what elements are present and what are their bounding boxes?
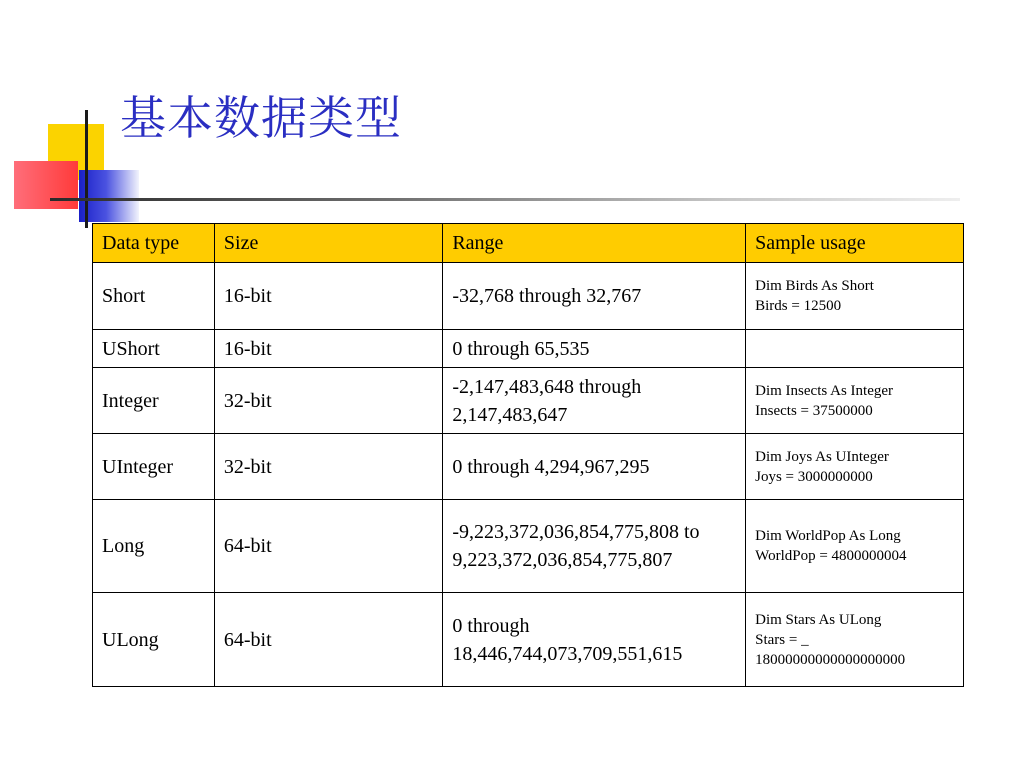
cell-size: 32-bit [214, 434, 442, 500]
cell-sample-usage [746, 263, 964, 330]
cell-range: 0 through 4,294,967,295 [443, 434, 746, 500]
cell-size: 16-bit [214, 263, 442, 330]
sample-code-line: Birds = 12500 [755, 298, 842, 314]
cell-range: 0 through 65,535 [443, 330, 746, 368]
cell-data-type: Integer [93, 368, 215, 434]
sample-code-line: 18000000000000000000 [755, 651, 906, 668]
sample-code-line: Dim Joys As UInteger [755, 448, 889, 465]
sample-code-line: Joys = 3000000000 [755, 468, 873, 485]
cell-size: 64-bit [214, 500, 442, 593]
cell-sample-usage [746, 368, 964, 434]
sample-code-line: Dim WorldPop As Long [755, 528, 901, 544]
sample-code-line: WorldPop = 4800000004 [755, 548, 907, 564]
header-size: Size [214, 224, 442, 263]
cell-data-type: UInteger [93, 434, 215, 500]
decorative-red-square [14, 161, 78, 209]
header-range: Range [443, 224, 746, 263]
cell-data-type: Short [93, 263, 215, 330]
table-row [93, 330, 964, 368]
table-row [93, 263, 964, 330]
data-types-table [92, 223, 964, 687]
cell-data-type: Long [93, 500, 215, 593]
table-row [93, 368, 964, 434]
decorative-horizontal-rule [50, 198, 960, 201]
cell-data-type: UShort [93, 330, 215, 368]
slide-title: 基本数据类型 [120, 91, 402, 145]
header-sample-usage: Sample usage [746, 224, 964, 263]
sample-code-line: Insects = 37500000 [755, 402, 873, 419]
table-row [93, 434, 964, 500]
cell-size: 64-bit [214, 593, 442, 687]
decorative-vertical-line [85, 110, 88, 228]
table-header-row [93, 224, 964, 263]
cell-range: -32,768 through 32,767 [443, 263, 746, 330]
sample-code-line: Dim Birds As Short [755, 278, 874, 294]
sample-code-line: Dim Insects As Integer [755, 382, 894, 399]
sample-code-line: Stars = _ [755, 631, 809, 648]
cell-size: 16-bit [214, 330, 442, 368]
cell-size: 32-bit [214, 368, 442, 434]
cell-sample-usage [746, 330, 964, 368]
cell-data-type: ULong [93, 593, 215, 687]
cell-range: 0 through 18,446,744,073,709,551,615 [443, 593, 746, 687]
sample-code-line: Dim Stars As ULong [755, 611, 882, 628]
cell-sample-usage [746, 500, 964, 593]
table-row [93, 500, 964, 593]
cell-sample-usage [746, 593, 964, 687]
decorative-blue-square [79, 170, 139, 222]
header-data-type: Data type [93, 224, 215, 263]
table-row [93, 593, 964, 687]
cell-sample-usage [746, 434, 964, 500]
cell-range: -2,147,483,648 through 2,147,483,647 [443, 368, 746, 434]
cell-range: -9,223,372,036,854,775,808 to 9,223,372,036,854,775,807 [443, 500, 746, 593]
